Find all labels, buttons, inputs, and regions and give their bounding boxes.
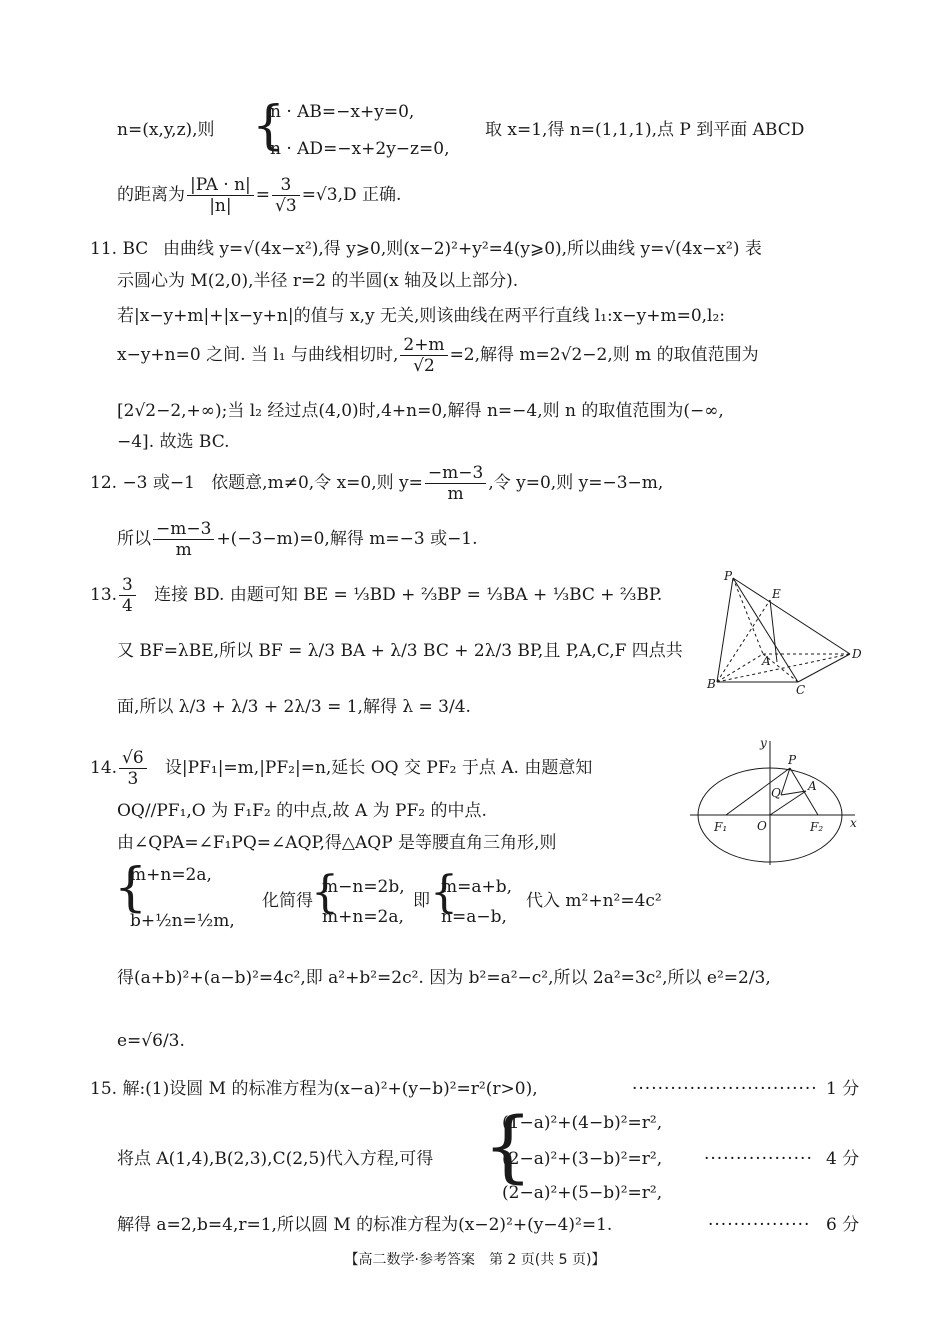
p14-label: 14. [90, 758, 118, 778]
p14-answer-den: 3 [127, 769, 139, 789]
p15-line2-score: 4 分 [826, 1149, 860, 1169]
p12-line2-frac [153, 519, 214, 560]
p14-line5: 得(a+b)²+(a−b)²=4c²,即 a²+b²=2c². 因为 b²=a²−c²,所以 2a²=3c²,所以 e²=2/3, [117, 968, 771, 988]
fig13-label-a: A [762, 654, 771, 668]
p10-dist-num: |PA · n| [187, 175, 254, 196]
p11-line4-frac [400, 335, 447, 376]
p11-line4 [117, 334, 759, 376]
p12-line2 [117, 518, 478, 560]
p10-eq2: n · AD=−x+2y−z=0, [270, 139, 450, 159]
p11-line5: [2√2−2,+∞);当 l₂ 经过点(4,0)时,4+n=0,解得 n=−4,则 n 的取值范围为(−∞, [117, 401, 724, 421]
p13-line1 [90, 574, 662, 616]
p11-answer: 11. BC [90, 239, 149, 259]
p10-take: 取 x=1,得 n=(1,1,1),点 P 到平面 ABCD [485, 120, 805, 140]
p15-eq-b: (2−a)²+(3−b)²=r², [502, 1149, 663, 1169]
p14-sys3a: m=a+b, [441, 877, 513, 897]
p11-line4b: =2,解得 m=2√2−2,则 m 的取值范围为 [449, 345, 759, 365]
p15-line2-leader: ················· [704, 1149, 813, 1169]
p13-answer-frac [119, 575, 136, 616]
p11-line4a: x−y+n=0 之间. 当 l₁ 与曲线相切时, [117, 345, 399, 365]
p15-line3-leader: ················ [708, 1215, 811, 1235]
fig13-label-b: B [707, 677, 716, 691]
p10-dist-frac2 [272, 175, 300, 216]
fig14-label-f2: F₂ [810, 820, 824, 834]
p10-dist-eq: = [255, 185, 271, 205]
fig14-label-a: A [808, 779, 817, 793]
p14-line2: OQ//PF₁,O 为 F₁F₂ 的中点,故 A 为 PF₂ 的中点. [117, 801, 487, 821]
fig14-label-o: O [757, 819, 767, 833]
p12-line1a: 依题意,m≠0,令 x=0,则 y= [211, 473, 423, 493]
p12-line2a: 所以 [117, 529, 151, 549]
p14-brace2: { [311, 867, 339, 918]
p15-line1-score: 1 分 [826, 1079, 860, 1099]
fig14-label-f1: F₁ [714, 820, 728, 834]
p15-line1: 15. 解:(1)设圆 M 的标准方程为(x−a)²+(y−b)²=r²(r>0), [90, 1079, 538, 1099]
p13-answer-den: 4 [122, 596, 133, 616]
p14-answer-frac [119, 748, 147, 789]
p11-line2: 示圆心为 M(2,0),半径 r=2 的半圆(x 轴及以上部分). [117, 271, 519, 291]
page-footer: 【高二数学·参考答案 第 2 页(共 5 页)】 [344, 1252, 606, 1268]
p13-pyramid-figure [700, 570, 870, 695]
p14-line1-text: 设|PF₁|=m,|PF₂|=n,延长 OQ 交 PF₂ 于点 A. 由题意知 [164, 758, 593, 778]
p10-distance [117, 174, 401, 216]
p14-simplify: 化简得 [262, 891, 313, 911]
p12-line2b: +(−3−m)=0,解得 m=−3 或−1. [216, 529, 478, 549]
fig13-label-c: C [796, 683, 806, 695]
fig14-label-q: Q [771, 786, 781, 800]
p12-line2-num: −m−3 [153, 519, 214, 540]
p10-dist-frac [187, 175, 254, 216]
p14-sys2b: m+n=2a, [322, 907, 404, 927]
p10-dist-den: |n| [209, 196, 232, 216]
p13-answer-num: 3 [119, 575, 136, 596]
p14-sys1b: b+½n=½m, [130, 911, 235, 931]
p14-sys2a: m−n=2b, [322, 877, 405, 897]
p12-line1b: ,令 y=0,则 y=−3−m, [488, 473, 664, 493]
p13-label: 13. [90, 585, 118, 605]
p14-ie: 即 [413, 891, 430, 911]
p15-line3-score: 6 分 [826, 1215, 860, 1235]
p14-brace1: { [114, 858, 148, 918]
p11-line4-den: √2 [413, 356, 435, 376]
p11-line1: 由曲线 y=√(4x−x²),得 y⩾0,则(x−2)²+y²=4(y⩾0),所以曲线 y=√(4x−x²) 表 [163, 239, 762, 259]
p10-normal-def: n=(x,y,z),则 [117, 120, 215, 140]
p15-eq-a: (1−a)²+(4−b)²=r², [502, 1113, 663, 1133]
p15-line1-leader: ····························· [632, 1079, 818, 1099]
p14-brace3: { [430, 867, 458, 918]
p14-sys1a: m+n=2a, [130, 865, 212, 885]
fig14-label-x: x [850, 816, 857, 830]
p12-answer: 12. −3 或−1 [90, 473, 195, 493]
p15-line2: 将点 A(1,4),B(2,3),C(2,5)代入方程,可得 [117, 1149, 434, 1169]
p10-dist-tail: =√3,D 正确. [301, 185, 402, 205]
p10-eq1: n · AB=−x+y=0, [270, 102, 415, 122]
p10-brace: { [252, 96, 286, 156]
fig13-label-e: E [772, 587, 781, 601]
p10-dist-num2: 3 [272, 175, 300, 196]
p13-line3: 面,所以 λ/3 + λ/3 + 2λ/3 = 1,解得 λ = 3/4. [117, 697, 471, 717]
fig14-label-y: y [760, 736, 767, 750]
p12-line2-den: m [175, 540, 192, 560]
p12-line1-den: m [447, 484, 464, 504]
p14-line6: e=√6/3. [117, 1031, 185, 1051]
p12-line1 [90, 462, 663, 504]
p15-brace: { [483, 1102, 533, 1192]
p12-line1-frac [425, 463, 486, 504]
fig14-label-p: P [788, 753, 797, 767]
p11-line4-num: 2+m [400, 335, 447, 356]
p14-line1 [90, 742, 592, 794]
p13-line2: 又 BF=λBE,所以 BF = λ/3 BA + λ/3 BC + 2λ/3 BP,且 P,A,C,F 四点共 [117, 641, 683, 661]
p14-line3: 由∠QPA=∠F₁PQ=∠AQP,得△AQP 是等腰直角三角形,则 [117, 833, 557, 853]
p14-answer-num: √6 [119, 748, 147, 769]
fig13-label-d: D [852, 647, 862, 661]
p15-line3: 解得 a=2,b=4,r=1,所以圆 M 的标准方程为(x−2)²+(y−4)²=1. [117, 1215, 613, 1235]
p11-line6: −4]. 故选 BC. [117, 432, 230, 452]
p11-line3: 若|x−y+m|+|x−y+n|的值与 x,y 无关,则该曲线在两平行直线 l₁:x−y+m=0,l₂: [117, 306, 726, 326]
p10-dist-prefix: 的距离为 [117, 185, 185, 205]
p14-sub: 代入 m²+n²=4c² [526, 891, 662, 911]
p10-dist-den2: √3 [275, 196, 297, 216]
p12-line1-num: −m−3 [425, 463, 486, 484]
p13-line1-text: 连接 BD. 由题可知 BE = ⅓BD + ⅔BP = ⅓BA + ⅓BC + ⅔BP. [154, 585, 663, 605]
p14-sys3b: n=a−b, [441, 907, 507, 927]
p15-eq-c: (2−a)²+(5−b)²=r², [502, 1183, 663, 1203]
fig13-label-p: P [724, 570, 733, 583]
p14-ellipse-figure [690, 733, 865, 868]
